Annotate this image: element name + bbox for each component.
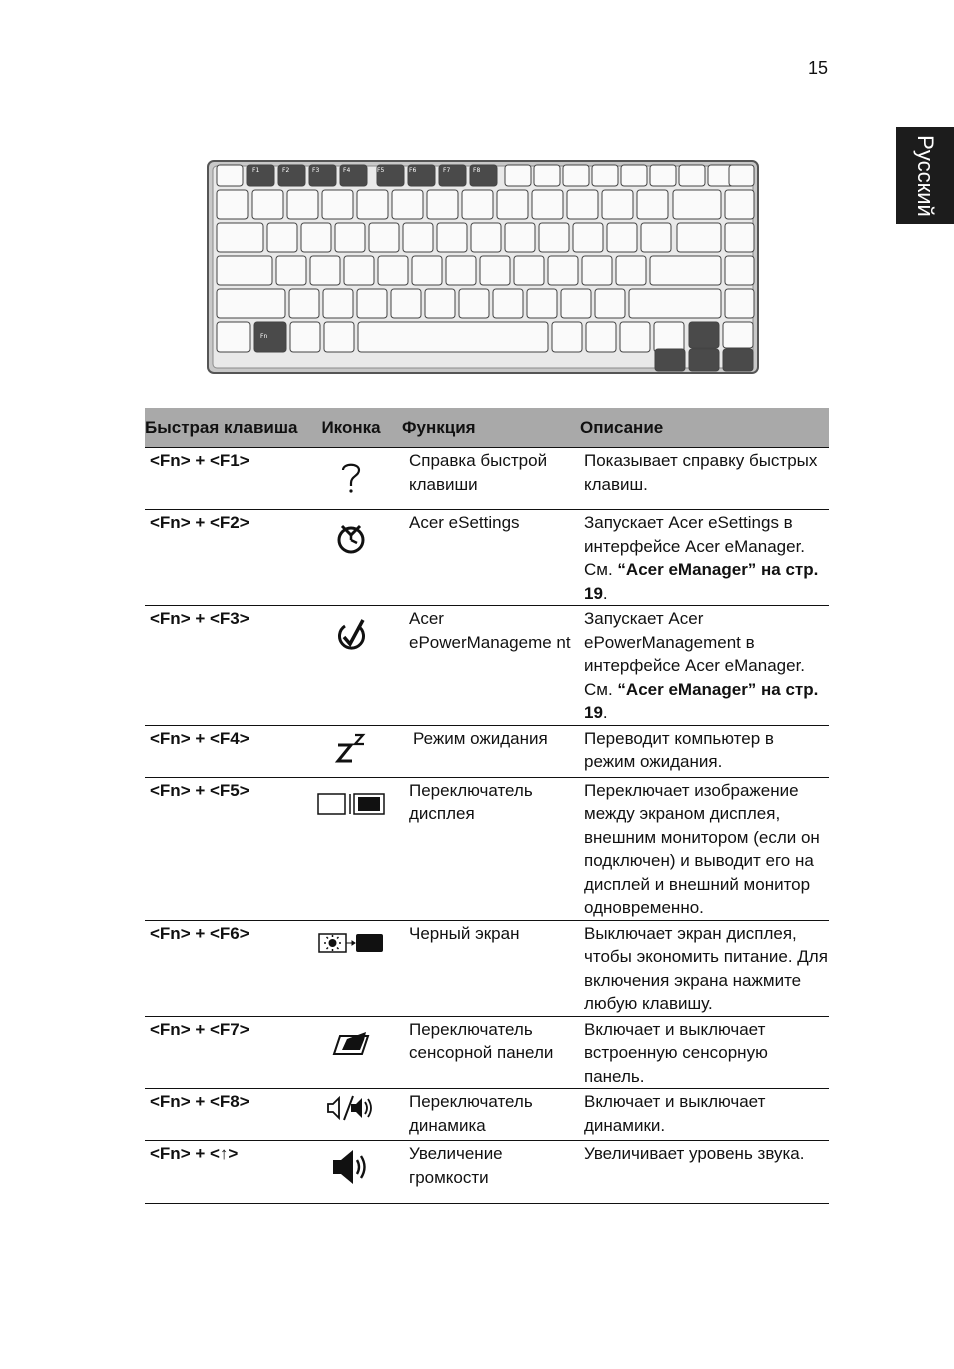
table-header: [145, 408, 829, 448]
keyboard-key: [532, 190, 563, 219]
keyboard-key: [527, 289, 557, 318]
keyboard-key: [723, 322, 753, 348]
keyboard-key-dark: [689, 349, 719, 371]
description-cell: Увеличивает уровень звука.: [580, 1141, 829, 1204]
description-cell: Запускает Acer ePowerManagement в интерфейсе Acer eManager. См. “Acer eManager” на стр. 19.: [580, 606, 829, 726]
keyboard-key: [505, 165, 531, 186]
keyboard-key: [595, 289, 625, 318]
keyboard-key: [412, 256, 442, 285]
header-description: Описание: [580, 408, 829, 448]
hotkey-cell: <Fn> + <F2>: [145, 510, 300, 606]
keyboard-key: [592, 165, 618, 186]
keyboard-key: [358, 322, 548, 352]
keyboard-key: [289, 289, 319, 318]
keyboard-key: [673, 190, 721, 219]
keyboard-key: [392, 190, 423, 219]
volume-up-icon: [331, 1148, 371, 1186]
keyboard-key: [493, 289, 523, 318]
header-hotkey: Быстрая клавиша: [145, 408, 300, 448]
fkey-label-f7: F7: [443, 167, 451, 174]
keyboard-key: [471, 223, 501, 252]
keyboard-key: [563, 165, 589, 186]
function-cell: Переключатель сенсорной панели: [402, 1016, 580, 1089]
keyboard-key: [480, 256, 510, 285]
table-row: [145, 777, 829, 920]
keyboard-key: [391, 289, 421, 318]
keyboard-key: [217, 165, 243, 186]
keyboard-key: [582, 256, 612, 285]
hotkey-cell: <Fn> + <F5>: [145, 777, 300, 920]
keyboard-key: [616, 256, 646, 285]
keyboard-key: [505, 223, 535, 252]
table-row: [145, 510, 829, 606]
keyboard-key: [459, 289, 489, 318]
fkey-label-f1: F1: [252, 167, 260, 174]
keyboard-key: [729, 165, 754, 186]
page-reference: “Acer eManager” на стр. 19: [584, 560, 819, 603]
keyboard-key: [677, 223, 721, 252]
keyboard-key-dark: [254, 322, 286, 352]
table-row: [145, 448, 829, 510]
table-row: [145, 1141, 829, 1204]
fkey-label-f4: F4: [343, 167, 351, 174]
table-row: [145, 606, 829, 726]
keyboard-key: [369, 223, 399, 252]
fkey-label-f2: F2: [282, 167, 290, 174]
keyboard-key: [344, 256, 374, 285]
touchpad-toggle-icon: [331, 1028, 371, 1056]
table-row: [145, 725, 829, 777]
keyboard-key: [567, 190, 598, 219]
hotkey-cell: <Fn> + <↑>: [145, 1141, 300, 1204]
keyboard-key: [252, 190, 283, 219]
keyboard-key: [539, 223, 569, 252]
keyboard-key-dark: [655, 349, 685, 371]
description-cell: Показывает справку быстрых клавиш.: [580, 448, 829, 510]
esettings-icon: [334, 521, 368, 555]
keyboard-key: [322, 190, 353, 219]
description-cell: Запускает Acer eSettings в интерфейсе Acer eManager. См. “Acer eManager” на стр. 19.: [580, 510, 829, 606]
keyboard-key: [357, 289, 387, 318]
page-reference: “Acer eManager” на стр. 19: [584, 679, 819, 722]
hotkey-cell: <Fn> + <F4>: [145, 725, 300, 777]
display-toggle-icon: [317, 793, 385, 815]
keyboard-key-dark: [723, 349, 753, 371]
hotkey-cell: <Fn> + <F1>: [145, 448, 300, 510]
sleep-icon: [334, 731, 368, 765]
description-cell: Включает и выключает встроенную сенсорную панель.: [580, 1016, 829, 1089]
keyboard-illustration: [205, 158, 761, 376]
hotkey-cell: <Fn> + <F6>: [145, 920, 300, 1016]
keyboard-key: [607, 223, 637, 252]
keyboard-key: [217, 190, 248, 219]
table-row: [145, 920, 829, 1016]
function-cell: Переключатель динамика: [402, 1089, 580, 1141]
keyboard-key: [437, 223, 467, 252]
keyboard-key: [679, 165, 705, 186]
hotkey-cell: <Fn> + <F7>: [145, 1016, 300, 1089]
keyboard-key: [637, 190, 668, 219]
keyboard-key: [725, 289, 754, 318]
description-cell: Включает и выключает динамики.: [580, 1089, 829, 1141]
keyboard-key: [654, 322, 684, 352]
keyboard-key: [427, 190, 458, 219]
keyboard-key: [650, 256, 721, 285]
function-cell: Acer ePowerManageme nt: [402, 606, 580, 726]
keyboard-key: [403, 223, 433, 252]
keyboard-key: [629, 289, 721, 318]
fkey-label-f3: F3: [312, 167, 320, 174]
hotkey-cell: <Fn> + <F3>: [145, 606, 300, 726]
keyboard-key: [586, 322, 616, 352]
keyboard-key: [552, 322, 582, 352]
keyboard-key: [217, 322, 250, 352]
keyboard-key: [650, 165, 676, 186]
header-icon: Иконка: [300, 408, 402, 448]
keyboard-key: [446, 256, 476, 285]
keyboard-key: [310, 256, 340, 285]
keyboard-key: [276, 256, 306, 285]
language-tab: [896, 127, 954, 224]
table-row: [145, 1089, 829, 1141]
keyboard-key: [602, 190, 633, 219]
keyboard-key: [497, 190, 528, 219]
function-cell: Черный экран: [402, 920, 580, 1016]
description-cell: Переводит компьютер в режим ожидания.: [580, 725, 829, 777]
keyboard-key: [217, 289, 285, 318]
fn-key-label: Fn: [260, 333, 268, 340]
description-cell: Выключает экран дисплея, чтобы экономить питание. Для включения экрана нажмите любую клавишу.: [580, 920, 829, 1016]
function-cell: Acer eSettings: [402, 510, 580, 606]
keyboard-key: [725, 190, 754, 219]
keyboard-key: [534, 165, 560, 186]
language-tab-label: Русский: [913, 134, 938, 217]
keyboard-key: [301, 223, 331, 252]
hotkey-table: [145, 408, 829, 1204]
keyboard-key: [620, 322, 650, 352]
keyboard-key: [323, 289, 353, 318]
table-row: [145, 1016, 829, 1089]
question-mark-icon: [338, 459, 364, 495]
keyboard-key: [335, 223, 365, 252]
keyboard-key: [548, 256, 578, 285]
function-cell: Режим ожидания: [402, 725, 580, 777]
keyboard-key: [725, 256, 754, 285]
screen-blank-icon: [318, 932, 384, 954]
keyboard-key: [462, 190, 493, 219]
keyboard-key: [573, 223, 603, 252]
speaker-toggle-icon: [325, 1094, 377, 1122]
keyboard-key: [267, 223, 297, 252]
fkey-label-f5: F5: [377, 167, 385, 174]
keyboard-key: [217, 223, 263, 252]
epower-icon: [334, 617, 368, 653]
function-cell: Переключатель дисплея: [402, 777, 580, 920]
keyboard-key: [357, 190, 388, 219]
keyboard-key: [621, 165, 647, 186]
keyboard-key: [641, 223, 671, 252]
keyboard-key: [378, 256, 408, 285]
hotkey-cell: <Fn> + <F8>: [145, 1089, 300, 1141]
keyboard-key: [514, 256, 544, 285]
keyboard-key: [725, 223, 754, 252]
keyboard-key: [290, 322, 320, 352]
fkey-label-f6: F6: [409, 167, 417, 174]
page-number: 15: [808, 58, 829, 78]
keyboard-key-dark: [689, 322, 719, 348]
keyboard-key: [217, 256, 272, 285]
keyboard-key: [287, 190, 318, 219]
function-cell: Справка быстрой клавиши: [402, 448, 580, 510]
header-function: Функция: [402, 408, 580, 448]
function-cell: Увеличение громкости: [402, 1141, 580, 1204]
keyboard-key: [324, 322, 354, 352]
keyboard-key: [425, 289, 455, 318]
fkey-label-f8: F8: [473, 167, 481, 174]
description-cell: Переключает изображение между экраном дисплея, внешним монитором (если он подключен) и выводит его на дисплей и внешний монитор одновременно.: [580, 777, 829, 920]
keyboard-key: [561, 289, 591, 318]
